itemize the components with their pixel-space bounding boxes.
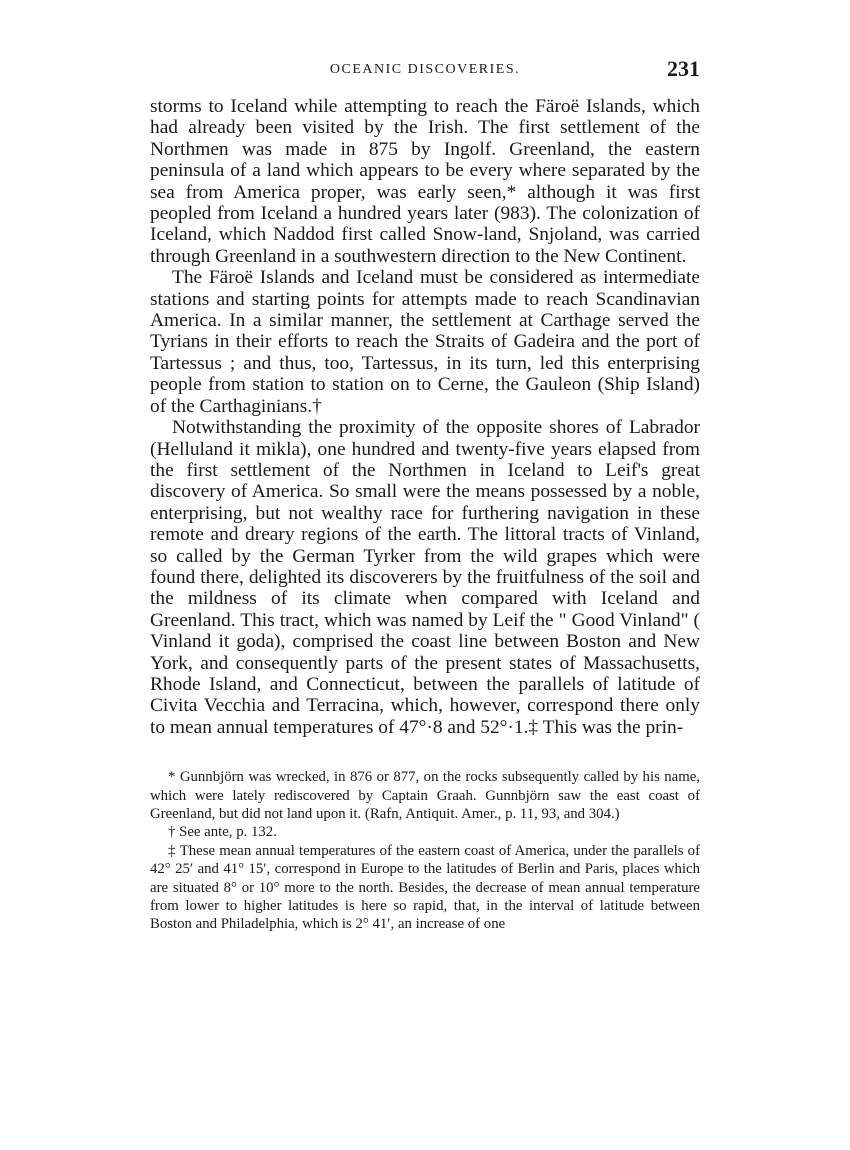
footnote-3: ‡ These mean annual temperatures of the eastern coast of America, under the parallels of 42° 25′ and 41° 15′, correspond in Europe to the latitudes of Berlin and Paris, places which are situated 8° or 10° more to the north. Besides, the decrease of mean annual temperature from lower to higher latitudes is here so rapid, that, in the interval of latitude between Boston and Philadelphia, which is 2° 41′, an increase of one <box>150 842 700 933</box>
page-number: 231 <box>667 56 700 81</box>
page-header <box>150 56 700 90</box>
paragraph-2: The Färoë Islands and Iceland must be considered as intermediate stations and starting points for attempts made to reach Scandinavian America. In a similar manner, the settlement at Carthage served the Tyrians in their efforts to reach the Straits of Gadeira and the port of Tartessus ; and thus, too, Tartessus, in its turn, led this enterprising people from station to station on to Cerne, the Gauleon (Ship Island) of the Carthaginians.† <box>150 267 700 417</box>
footnote-1: * Gunnbjörn was wrecked, in 876 or 877, on the rocks subsequently called by his name, which were lately rediscovered by Captain Graah. Gunnbjörn saw the east coast of Greenland, but did not land upon it. (Rafn, Antiquit. Amer., p. 11, 93, and 304.) <box>150 769 700 822</box>
paragraph-1: storms to Iceland while attempting to reach the Färoë Islands, which had already been visited by the Irish. The first settlement of the Northmen was made in 875 by Ingolf. Greenland, the eastern peninsula of a land which appears to be every where separated by the sea from America proper, was early seen,* although it was first peopled from Iceland a hundred years later (983). The colonization of Iceland, which Naddod first called Snow-land, Snjoland, was carried through Greenland in a southwestern direction to the New Continent. <box>150 96 700 267</box>
footnotes <box>150 768 700 934</box>
footnote-2: † See ante, p. 132. <box>168 824 277 841</box>
paragraph-3: Notwithstanding the proximity of the opposite shores of Labrador (Helluland it mikla), one hundred and twenty-five years elapsed from the first settlement of the Northmen in Iceland to Leif's great discovery of America. So small were the means possessed by a noble, enterprising, but not wealthy race for furthering navigation in these remote and dreary regions of the earth. The littoral tracts of Vinland, so called by the German Tyrker from the wild grapes which were found there, delighted its discoverers by the fruitfulness of the soil and the mildness of its climate when compared with Iceland and Greenland. This tract, which was named by Leif the " Good Vinland" ( Vinland it goda), comprised the coast line between Boston and New York, and consequently parts of the present states of Massachusetts, Rhode Island, and Connecticut, between the parallels of latitude of Civita Vecchia and Terracina, which, however, correspond there only to mean annual temperatures of 47°·8 and 52°·1.‡ This was the prin- <box>150 417 700 738</box>
book-page <box>150 56 700 934</box>
running-head: OCEANIC DISCOVERIES. <box>329 62 521 77</box>
body-text <box>150 96 700 738</box>
